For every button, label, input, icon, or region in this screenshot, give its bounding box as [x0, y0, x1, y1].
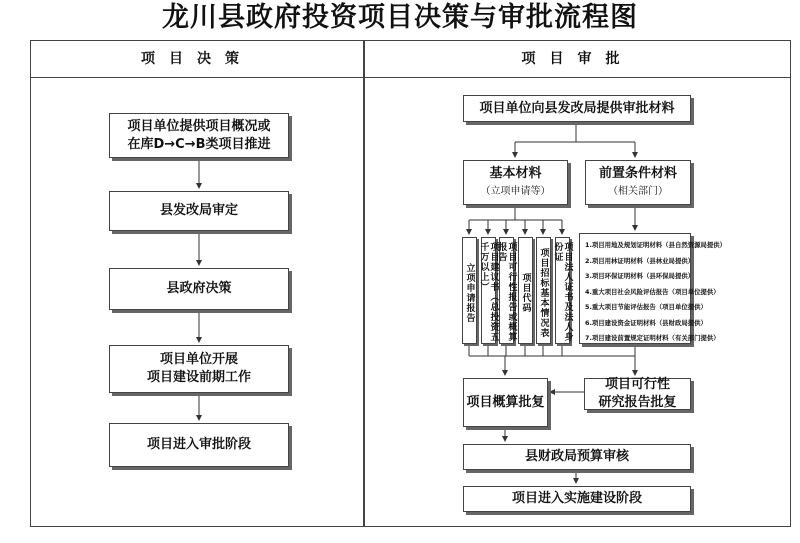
precondition-item: 7.项目建设前置规定证明材料（有关部门提供）	[585, 334, 720, 342]
basic-item: 项目可行性报告或概算报告	[499, 237, 514, 344]
basic-item: 项目招标基本情况表	[536, 237, 551, 344]
step-project-overview: 项目单位提供项目概况或 在库D→C→B类项目推进	[109, 113, 289, 158]
basic-item: 项目法人证书及法人身份证	[555, 237, 570, 344]
basic-materials-box: 基本材料 （立项申请等）	[463, 160, 568, 205]
step-government-decision: 县政府决策	[109, 268, 289, 310]
basic-item: 立项申请报告	[462, 237, 477, 344]
step-enter-approval: 项目进入审批阶段	[109, 423, 289, 467]
page-title: 龙川县政府投资项目决策与审批流程图	[162, 2, 638, 33]
basic-item: 项目建议书（总投资五千万以上）	[481, 237, 496, 344]
precondition-item: 5.重大项目节能评估报告（项目单位提供）	[585, 303, 707, 311]
finance-review-box: 县财政局预算审核	[463, 444, 691, 470]
basic-item: 项目代码	[518, 237, 533, 344]
submit-materials-box: 项目单位向县发改局提供审批材料	[463, 95, 691, 122]
precondition-item: 4.重大项目社会风险评估报告（项目单位提供）	[585, 287, 720, 296]
precondition-materials-box: 前置条件材料 （相关部门）	[585, 160, 691, 205]
precondition-item: 2.项目用林证明材料（县林业局提供）	[585, 256, 695, 265]
precondition-list	[579, 233, 727, 344]
budget-approval-box: 项目概算批复	[463, 378, 548, 427]
step-preliminary-work: 项目单位开展 项目建设前期工作	[109, 345, 289, 393]
decision-panel-header: 项目决策	[31, 41, 363, 78]
precondition-item: 6.项目建设资金证明材料（县财政局提供）	[585, 318, 707, 327]
approval-panel-header: 项目审批	[365, 41, 790, 78]
precondition-item: 1.项目用地及规划证明材料（县自然资源局提供）	[585, 241, 727, 249]
precondition-item: 3.项目环保证明材料（县环保局提供）	[585, 272, 695, 280]
step-drc-review: 县发改局审定	[109, 191, 289, 231]
final-stage-box: 项目进入实施建设阶段	[463, 486, 691, 512]
feasibility-approval-box: 项目可行性 研究报告批复	[584, 378, 691, 410]
